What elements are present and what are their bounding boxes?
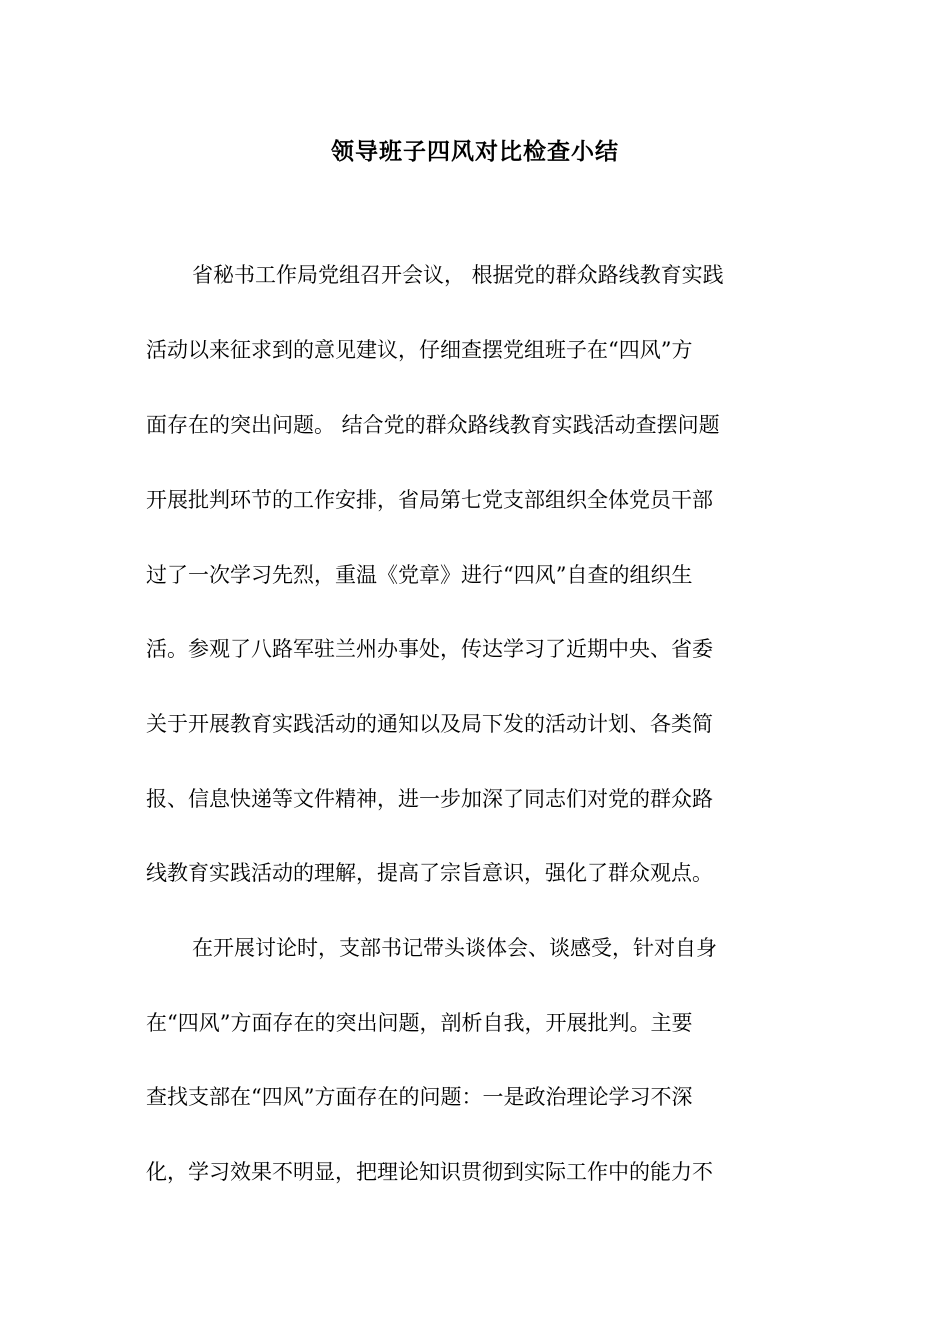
paragraph-line: 报、信息快递等文件精神，进一步加深了同志们对党的群众路 — [146, 787, 713, 811]
paragraph-line: 化，学习效果不明显，把理论知识贯彻到实际工作中的能力不 — [146, 1160, 713, 1184]
document-title: 领导班子四风对比检查小结 — [331, 139, 619, 165]
paragraph-line: 在“四风”方面存在的突出问题，剖析自我，开展批判。主要 — [146, 1011, 693, 1035]
paragraph-line: 在开展讨论时，支部书记带头谈体会、谈感受，针对自身 — [192, 936, 717, 960]
paragraph-line: 省秘书工作局党组召开会议， 根据党的群众路线教育实践 — [192, 263, 724, 287]
paragraph-line: 查找支部在“四风”方面存在的问题：一是政治理论学习不深 — [146, 1085, 693, 1109]
paragraph-line: 开展批判环节的工作安排，省局第七党支部组织全体党员干部 — [146, 488, 713, 512]
paragraph-line: 活。参观了八路军驻兰州办事处，传达学习了近期中央、省委 — [146, 637, 713, 661]
paragraph-line: 面存在的突出问题。 结合党的群众路线教育实践活动查摆问题 — [146, 413, 720, 437]
paragraph-line: 关于开展教育实践活动的通知以及局下发的活动计划、各类简 — [146, 712, 713, 736]
paragraph-line: 活动以来征求到的意见建议，仔细查摆党组班子在“四风”方 — [146, 338, 693, 362]
paragraph-line: 过了一次学习先烈，重温《党章》进行“四风”自查的组织生 — [146, 563, 693, 587]
paragraph-line: 线教育实践活动的理解，提高了宗旨意识，强化了群众观点。 — [146, 861, 713, 885]
